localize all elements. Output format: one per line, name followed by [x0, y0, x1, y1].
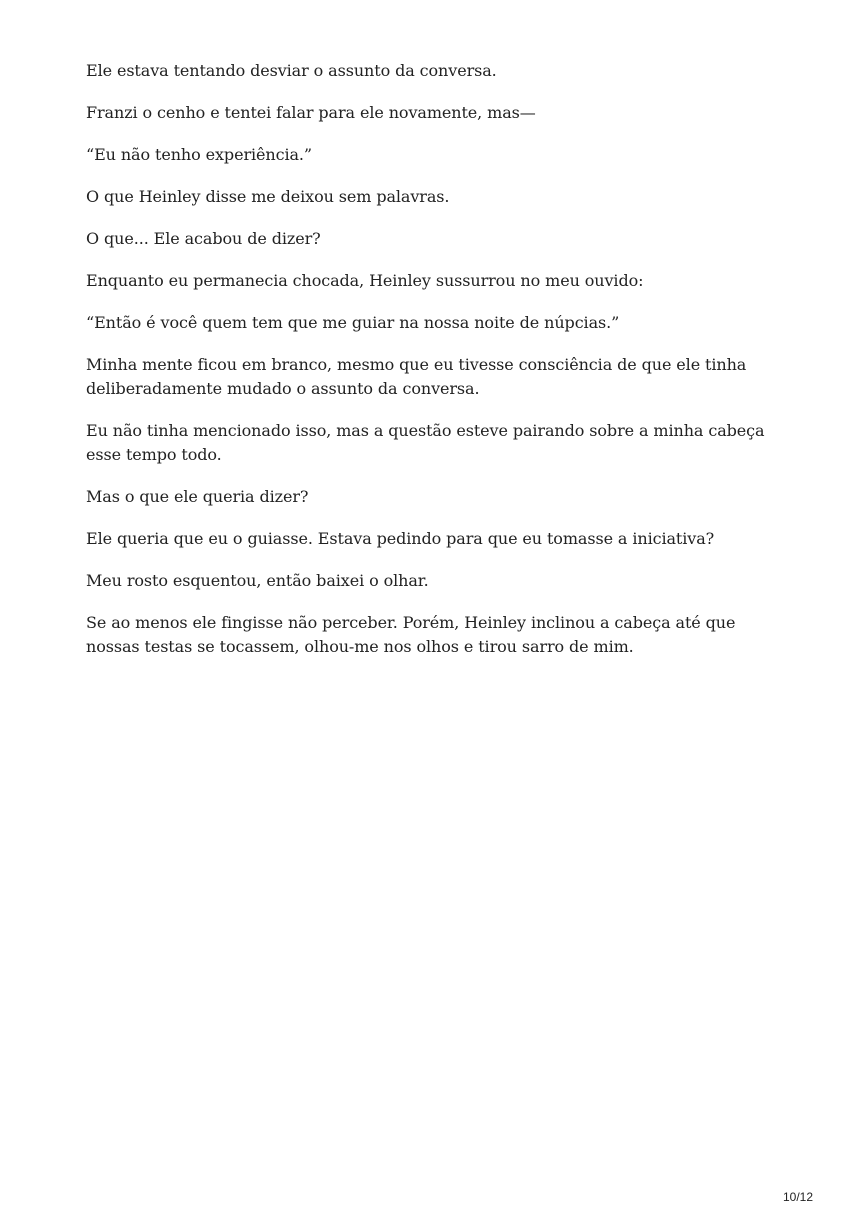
paragraph: Meu rosto esquentou, então baixei o olhar.: [86, 571, 429, 590]
paragraph: O que... Ele acabou de dizer?: [86, 229, 321, 248]
paragraph: Eu não tinha mencionado isso, mas a questão esteve pairando sobre a minha cabeça esse tempo todo.: [86, 421, 765, 464]
paragraph: O que Heinley disse me deixou sem palavras.: [86, 187, 450, 206]
paragraph: Se ao menos ele fingisse não perceber. Porém, Heinley inclinou a cabeça até que nossas testas se tocassem, olhou-me nos olhos e tirou sarro de mim.: [86, 613, 736, 656]
page-number: 10/12: [782, 1190, 813, 1204]
paragraph: Ele estava tentando desviar o assunto da conversa.: [86, 61, 497, 80]
paragraph: Ele queria que eu o guiasse. Estava pedindo para que eu tomasse a iniciativa?: [86, 529, 715, 548]
paragraph: Franzi o cenho e tentei falar para ele novamente, mas—: [86, 103, 536, 122]
paragraph: Minha mente ficou em branco, mesmo que eu tivesse consciência de que ele tinha deliberadamente mudado o assunto da conversa.: [86, 355, 747, 398]
paragraph: “Então é você quem tem que me guiar na nossa noite de núpcias.”: [86, 313, 620, 332]
paragraph: “Eu não tenho experiência.”: [86, 145, 312, 164]
paragraph: Enquanto eu permanecia chocada, Heinley sussurrou no meu ouvido:: [86, 271, 644, 290]
page-content: [86, 59, 786, 677]
paragraph: Mas o que ele queria dizer?: [86, 487, 309, 506]
